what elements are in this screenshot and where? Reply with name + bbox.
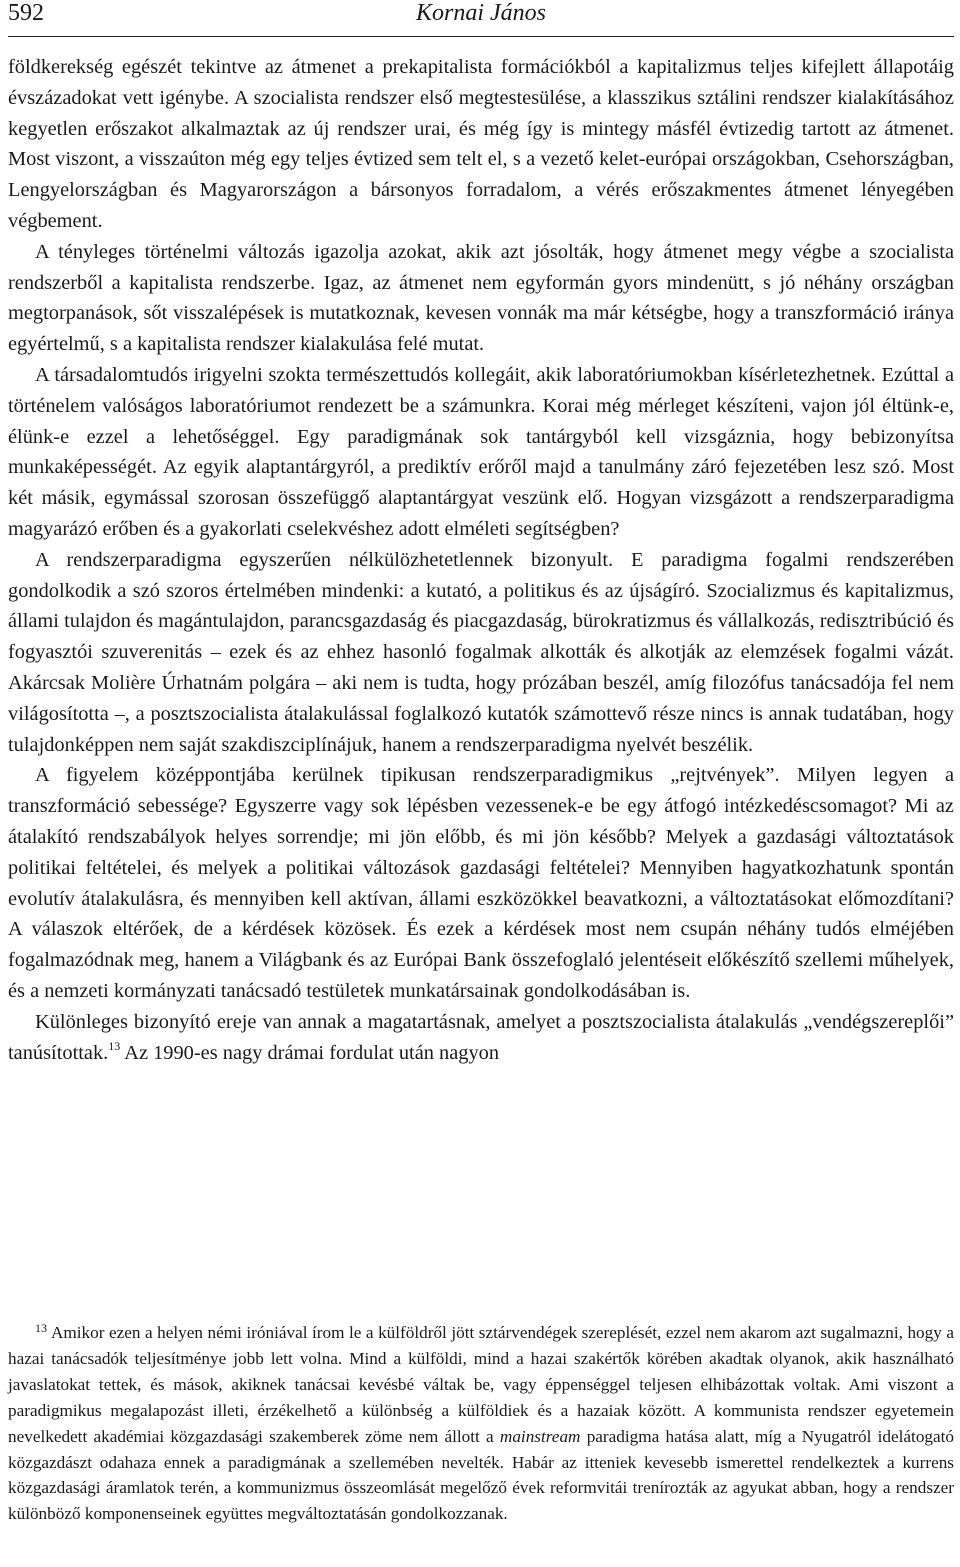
paragraph: A társadalomtudós irigyelni szokta természettudós kollegáit, akik laboratóriumokban kísérletezhetnek. Ezúttal a történelem valóságos laboratóriumot rendezett be a számunkra. Korai még mérleget készíteni, vajon jól éltünk-e, élünk-e ezzel a lehetőséggel. Egy paradigmának sok tantárgyból kell vizsgáznia, hogy bebizonyítsa munkaképességét. Az egyik alaptantárgyról, a prediktív erőről majd a tanulmány záró fejezetében lesz szó. Most két másik, egymással szorosan összefüggő alaptantárgyat veszünk elő. Hogyan vizsgázott a rendszerparadigma magyarázó erőben és a gyakorlati cselekvéshez adott elméleti segítségben? (8, 363, 954, 540)
page-header (8, 0, 954, 30)
paragraph-text-tail: Az 1990-es nagy drámai fordulat után nagyon (120, 1041, 500, 1064)
footnote-text: Amikor ezen a helyen némi iróniával írom le a külföldről jött sztárvendégek szereplését, ezzel nem akarom azt sugalmazni, hogy a hazai tanácsadók teljesítménye jobb lett volna. Mind a külföldi, mind a hazai szakértők körében akadtak olyanok, akik használható javaslatokat tettek, és mások, akiknek tanácsai kevésbé váltak be, vagy éppenséggel teljesen elhibázottak voltak. Ami viszont a paradigmikus megalapozást illeti, érzékelhető a különbség a külföldiek és a hazaiak között. A kommunista rendszer egyetemein nevelkedett akadémiai közgazdasági szakemberek zöme nem állott a (8, 1323, 954, 1446)
paragraph-text: Különleges bizonyító ereje van annak a magatartásnak, amelyet a posztszocialista átalakulás „vendégszereplői” tanúsítottak. (8, 1010, 954, 1064)
header-rule (8, 36, 954, 37)
footnote-italic-term: mainstream (499, 1426, 581, 1446)
book-page (8, 0, 954, 1567)
body-text (8, 52, 954, 1068)
paragraph: földkerekség egészét tekintve az átmenet a prekapitalista formációkból a kapitalizmus teljes kifejlett állapotáig évszázadokat vett igénybe. A szocialista rendszer első megtestesülése, a klasszikus sztálini rendszer kialakításához kegyetlen erőszakot alkalmaztak az új rendszer urai, és még így is mintegy másfél évtizedig tartott az átmenet. Most viszont, a visszaúton még egy teljes évtized sem telt el, s a vezető kelet-európai országokban, Csehországban, Lengyelországban és Magyarországon a bársonyos forradalom, a vérés erőszakmentes átmenet lényegében végbement. (8, 56, 954, 232)
page-number: 592 (8, 0, 44, 26)
footnote-text-cont: paradigma hatása alatt, míg a Nyugatról idelátogató közgazdászt odahaza ennek a paradigmának a szellemében nevelték. Habár az itteniek kevesebb ismerettel rendelkeztek a kurrens közgazdasági áramlatok terén, a kommunizmus összeomlását megelőző évek reformvitái trenírozták az agyukat abban, hogy a rendszer különböző komponenseinek együttes megváltoztatásán gondolkozzanak. (8, 1426, 955, 1524)
paragraph: A tényleges történelmi változás igazolja azokat, akik azt jósolták, hogy átmenet megy végbe a szocialista rendszerből a kapitalista rendszerbe. Igaz, az átmenet nem egyformán gyors mindenütt, s jó néhány országban megtorpanások, sőt visszalépések is mutatkoznak, kevesen vonnák ma már kétségbe, hogy a transzformáció iránya egyértelmű, s a kapitalista rendszer kialakulása felé mutat. (8, 240, 954, 356)
paragraph: A figyelem középpontjába kerülnek tipikusan rendszerparadigmikus „rejtvények”. Milyen legyen a transzformáció sebessége? Egyszerre vagy sok lépésben vezessenek-e be egy átfogó intézkedéscsomagot? Mi az átalakító rendszabályok helyes sorrendje; mi jön előbb, és mi jön később? Melyek a gazdasági változtatások politikai feltételei, és melyek a politikai változások gazdasági feltételei? Mennyiben hagyatkozhatunk spontán evolutív átalakulásra, és mennyiben kell aktívan, állami eszközökkel beavatkozni, a változtatásokat előmozdítani? A válaszok eltérőek, de a kérdések közösek. És ezek a kérdések most nem csupán néhány tudós elméjében fogalmazódnak meg, hanem a Világbank és az Európai Bank összefoglaló jelentéseit előkészítő szellemi műhelyek, és a nemzeti kormányzati tanácsadó testületek munkatársainak gondolkodásában is. (8, 764, 954, 1002)
paragraph-last (8, 1007, 954, 1069)
footnote-reference: 13 (108, 1038, 121, 1053)
running-head-author: Kornai János (415, 0, 546, 26)
paragraph: A rendszerparadigma egyszerűen nélkülözhetetlennek bizonyult. E paradigma fogalmi rendszerében gondolkodik a szó szoros értelmében mindenki: a kutató, a politikus és az újságíró. Szocializmus és kapitalizmus, állami tulajdon és magántulajdon, parancsgazdaság és piacgazdaság, bürokratizmus és vállalkozás, redisztribúció és fogyasztói szuverenitás – ezek és az ehhez hasonló fogalmak alkották és alkotják az elemzések fogalmi vázát. Akárcsak Molière Úrhatnám polgára – aki nem is tudta, hogy prózában beszél, amíg filozófus tanácsadója fel nem világosította –, a posztszocialista átalakulással foglalkozó kutatók számottevő része nincs is annak tudatában, hogy tulajdonképpen nem saját szakdiszciplínájuk, hanem a rendszerparadigma nyelvét beszélik. (8, 548, 954, 756)
footnote-number: 13 (35, 1321, 47, 1335)
footnote (8, 1320, 954, 1527)
